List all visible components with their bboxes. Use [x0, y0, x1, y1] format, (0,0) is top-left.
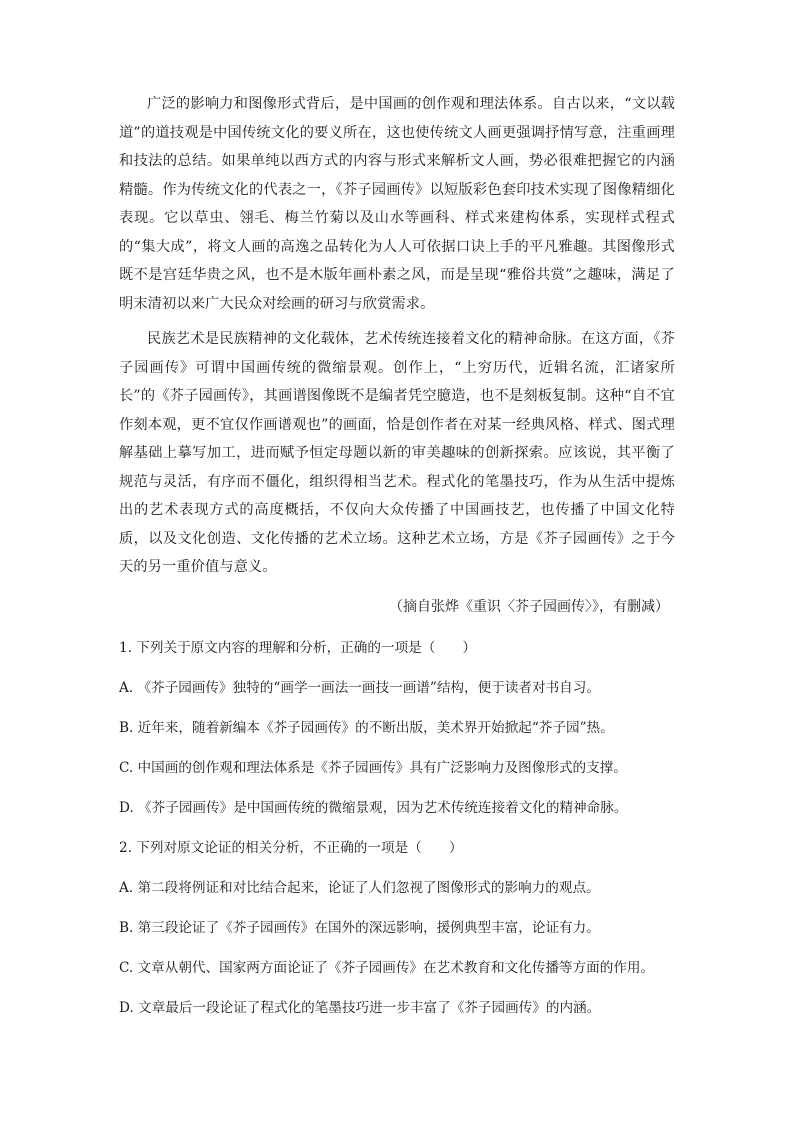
option-a: A. 《芥子园画传》独特的“画学一画法一画技一画谱”结构，便于读者对书自习。: [119, 679, 600, 696]
option-a: A. 第二段将例证和对比结合起来，论证了人们忽视了图像形式的影响力的观点。: [119, 879, 600, 896]
article-source: （摘自张烨《重识〈芥子园画传〉》，有删减）: [389, 598, 669, 615]
article-paragraph-2: 民族艺术是民族精神的文化载体，艺术传统连接着文化的精神命脉。在这方面，《芥子园画传》可谓中国画传统的微缩景观。创作上，“上穷历代，近辑名流，汇诸家所长”的《芥子园画传》，其画谱图像既不是编者凭空臆造，也不是刻板复制。这种“自不宜作刻本观，更不宜仅作画谱观也”的画面，恰是创作者在对某一经典风格、样式、图式理解基础上摹写加工，进而赋予恒定母题以新的审美趣味的创新探索。应该说，其平衡了规范与灵活，有序而不僵化，组织得相当艺术。程式化的笔墨技巧，作为从生活中提炼出的艺术表现方式的高度概括，不仅向大众传播了中国画技艺，也传播了中国文化特质，以及文化创造、文化传播的艺术立场。这种艺术立场，方是《芥子园画传》之于今天的另一重价值与意义。: [119, 331, 675, 575]
option-c: C. 中国画的创作观和理法体系是《芥子园画传》具有广泛影响力及图像形式的支撑。: [119, 759, 627, 776]
option-c: C. 文章从朝代、国家两方面论证了《芥子园画传》在艺术教育和文化传播等方面的作用。: [119, 959, 655, 976]
question-2: [119, 838, 675, 1018]
question-stem: 2. 下列对原文论证的相关分析，不正确的一项是（ ）: [119, 839, 463, 856]
question-stem: 1. 下列关于原文内容的理解和分析，正确的一项是（ ）: [119, 639, 477, 656]
document-page: [119, 90, 675, 1018]
option-b: B. 第三段论证了《芥子园画传》在国外的深远影响，援例典型丰富，论证有力。: [119, 919, 600, 936]
article-paragraph-1: 广泛的影响力和图像形式背后，是中国画的创作观和理法体系。自古以来，“文以载道”的道技观是中国传统文化的要义所在，这也使传统文人画更强调抒情写意，注重画理和技法的总结。如果单纯以西方式的内容与形式来解析文人画，势必很难把握它的内涵精髓。作为传统文化的代表之一，《芥子园画传》以短版彩色套印技术实现了图像精细化表现。它以草虫、翎毛、梅兰竹菊以及山水等画科、样式来建构体系，实现样式程式的“集大成”，将文人画的高逸之品转化为人人可依据口诀上手的平凡雅趣。其图像形式既不是宫廷华贵之风，也不是木版年画朴素之风，而是呈现“雅俗共赏”之趣味，满足了明末清初以来广大民众对绘画的研习与欣赏需求。: [119, 96, 675, 312]
option-d: D. 《芥子园画传》是中国画传统的微缩景观，因为艺术传统连接着文化的精神命脉。: [119, 799, 628, 816]
option-d: D. 文章最后一段论证了程式化的笔墨技巧进一步丰富了《芥子园画传》的内涵。: [119, 999, 601, 1016]
question-1: [119, 638, 675, 818]
option-b: B. 近年来，随着新编本《芥子园画传》的不断出版，美术界开始掀起“芥子园”热。: [119, 719, 614, 736]
